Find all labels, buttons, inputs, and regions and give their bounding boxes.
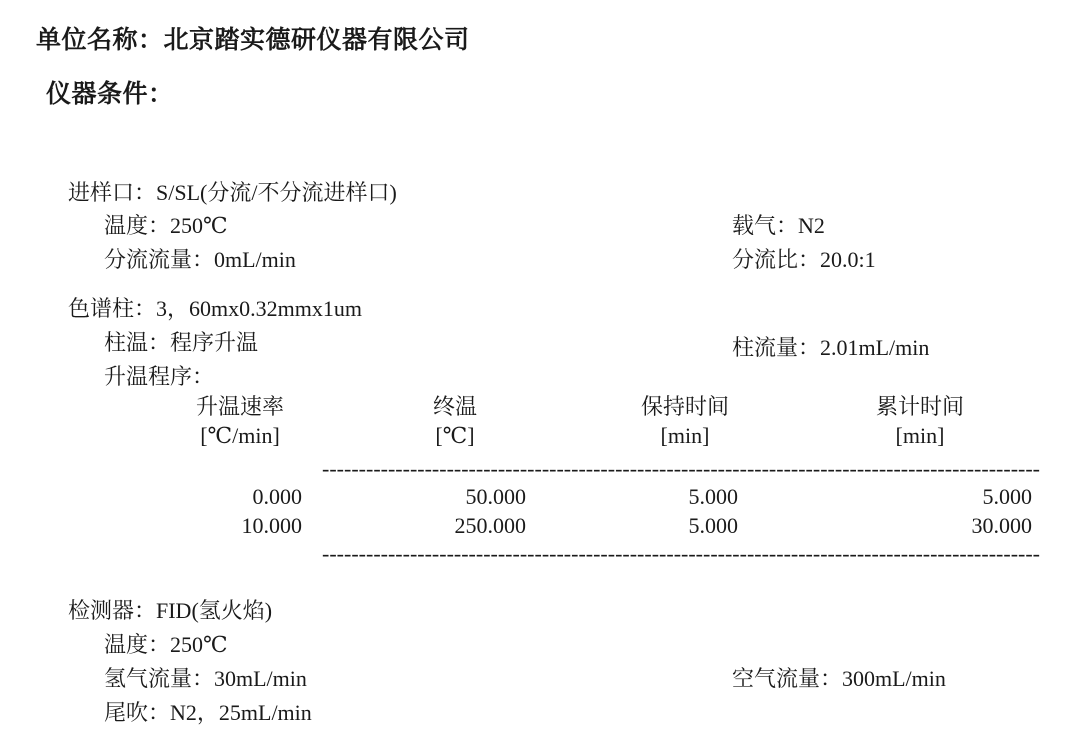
cell-hold-time: 5.000 <box>688 484 738 510</box>
inlet-split-ratio: 分流比：20.0:1 <box>732 247 876 272</box>
company-name-line: 单位名称：北京踏实德研仪器有限公司 <box>36 27 470 54</box>
cell-ramp-rate: 10.000 <box>241 513 302 539</box>
table-divider-top-row <box>140 454 1040 482</box>
detector-heading: 检测器：FID(氢火焰) <box>68 598 273 623</box>
cell-final-temp: 50.000 <box>465 484 526 510</box>
column-header-hold-time: 保持时间 <box>640 394 729 419</box>
detector-hydrogen-flow: 氢气流量：30mL/min <box>104 666 307 691</box>
column-oven-temperature: 柱温：程序升温 <box>104 330 259 355</box>
cell-total-time: 5.000 <box>982 484 1032 510</box>
column-header-final-temp: 终温 <box>432 394 477 419</box>
inlet-carrier-gas: 载气：N2 <box>732 213 825 238</box>
column-header-total-time: 累计时间 <box>875 394 964 419</box>
table-header-row <box>140 392 1040 421</box>
unit-hold-time: [min] <box>660 423 710 449</box>
table-units-row <box>140 421 1040 454</box>
column-heading: 色谱柱：3，60mx0.32mmx1um <box>68 296 362 321</box>
table-divider-bottom-row <box>140 541 1040 567</box>
inlet-temperature: 温度：250℃ <box>104 213 228 238</box>
unit-ramp-rate: [℃/min] <box>200 423 280 449</box>
cell-hold-time: 5.000 <box>688 513 738 539</box>
temperature-program-label: 升温程序： <box>104 364 215 389</box>
inlet-split-flow: 分流流量：0mL/min <box>104 247 296 272</box>
unit-final-temp: [℃] <box>435 423 475 449</box>
cell-total-time: 30.000 <box>971 513 1032 539</box>
detector-air-flow: 空气流量：300mL/min <box>732 666 946 691</box>
temperature-program-table <box>140 392 1040 567</box>
detector-temperature: 温度：250℃ <box>104 632 228 657</box>
cell-final-temp: 250.000 <box>454 513 526 539</box>
inlet-heading: 进样口：S/SL(分流/不分流进样口) <box>68 180 397 205</box>
column-flow: 柱流量：2.01mL/min <box>732 335 930 360</box>
table-row <box>140 511 1040 540</box>
table-divider-bottom: -------------------------------------------------------------------------------------------------- <box>322 540 1040 566</box>
unit-total-time: [min] <box>895 423 945 449</box>
cell-ramp-rate: 0.000 <box>252 484 302 510</box>
column-header-ramp-rate: 升温速率 <box>195 394 284 419</box>
table-row <box>140 482 1040 511</box>
page-title: 仪器条件： <box>46 81 174 108</box>
detector-makeup-gas: 尾吹：N2，25mL/min <box>104 700 312 725</box>
table-divider-top: -------------------------------------------------------------------------------------------------- <box>322 456 1040 482</box>
